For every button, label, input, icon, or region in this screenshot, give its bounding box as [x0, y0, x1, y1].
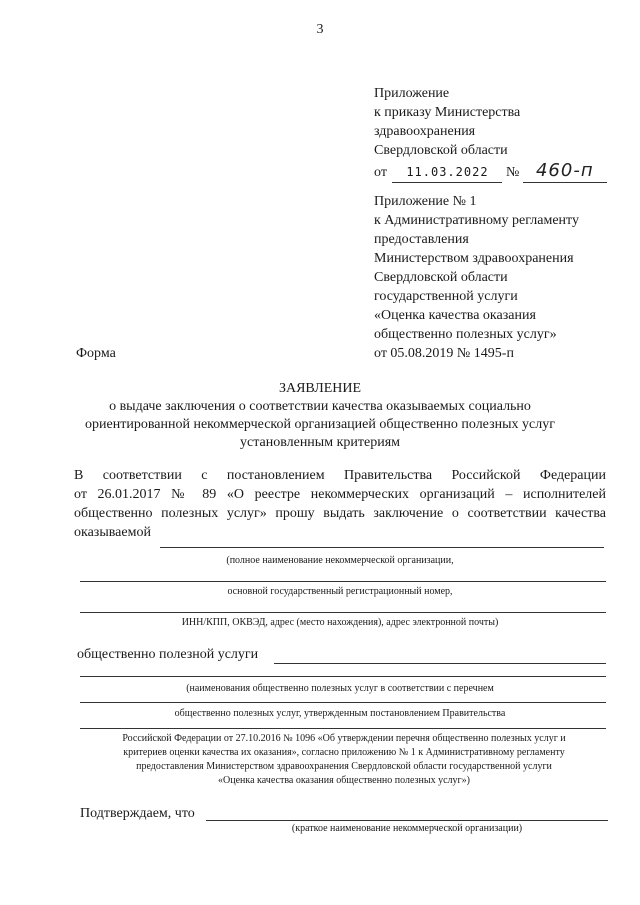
field-caption: общественно полезных услуг, утвержденным постановлением Правительства	[174, 708, 506, 719]
order-date: 11.03.2022	[406, 165, 489, 179]
title-line: ориентированной некоммерческой организацией общественно полезных услуг	[85, 417, 555, 432]
paragraph-line: критериев оценки качества их оказания», согласно приложению № 1 к Административному регламенту	[123, 747, 565, 758]
intro-line: В соответствии с постановлением Правительства Российской Федерации	[74, 468, 606, 483]
order-appendix-line: Приложение	[374, 86, 450, 101]
paragraph-line: предоставления Министерством здравоохранения Свердловской области государственной услуги	[136, 761, 552, 772]
intro-paragraph	[74, 466, 606, 542]
order-date-field	[392, 163, 502, 183]
field-caption: (краткое наименование некоммерческой организации)	[291, 823, 523, 834]
confirm-fill-line	[206, 820, 608, 821]
date-prefix: от	[374, 165, 387, 180]
regulation-appendix-line: общественно полезных услуг»	[374, 327, 557, 342]
regulation-appendix-line: государственной услуги	[374, 289, 518, 304]
title-heading: ЗАЯВЛЕНИЕ	[278, 381, 362, 396]
order-appendix	[374, 84, 607, 183]
number-prefix: №	[505, 165, 520, 180]
org-name-fill-line	[160, 547, 604, 548]
title-line: установленным критериям	[239, 435, 400, 450]
field-caption: основной государственный регистрационный номер,	[227, 586, 453, 597]
intro-line: общественно полезных услуг» прошу выдать заключение о соответствии качества	[74, 506, 606, 521]
field-caption: ИНН/КПП, ОКВЭД, адрес (место нахождения), адрес электронной почты)	[181, 617, 499, 628]
regulation-appendix-line: «Оценка качества оказания	[374, 308, 536, 323]
service-fill-line-4	[80, 728, 606, 729]
service-label: общественно полезной услуги	[77, 647, 259, 662]
regulation-appendix-line: Министерством здравоохранения	[374, 251, 574, 266]
field-caption: (полное наименование некоммерческой организации,	[226, 555, 454, 566]
regulation-appendix-line: предоставления	[374, 232, 469, 247]
order-appendix-line: к приказу Министерства	[374, 105, 521, 120]
paragraph-line: «Оценка качества оказания общественно полезных услуг»)	[218, 775, 470, 786]
order-number-handwritten: 460-п	[535, 160, 594, 181]
form-label: Форма	[76, 346, 116, 361]
ogrn-fill-line	[80, 581, 606, 582]
service-fill-line	[274, 663, 606, 664]
regulation-appendix-line: Свердловской области	[374, 270, 508, 285]
confirm-label: Подтверждаем, что	[80, 806, 195, 821]
order-number-field	[523, 161, 607, 183]
order-appendix-line: здравоохранения	[374, 124, 476, 139]
intro-line: от 26.01.2017 № 89 «О реестре некоммерческих организаций – исполнителей	[74, 487, 606, 502]
order-appendix-line: Свердловской области	[374, 143, 508, 158]
intro-line: оказываемой	[74, 525, 151, 540]
service-fill-line-3	[80, 702, 606, 703]
document-title	[0, 380, 640, 452]
field-caption: (наименования общественно полезных услуг в соответствии с перечнем	[186, 683, 494, 694]
page-number: 3	[316, 22, 324, 37]
regulation-appendix-line: к Административному регламенту	[374, 213, 579, 228]
service-paragraph	[74, 732, 614, 788]
order-date-number-line	[374, 161, 607, 183]
service-fill-line-2	[80, 676, 606, 677]
regulation-appendix-line: Приложение № 1	[374, 194, 477, 209]
title-line: о выдаче заключения о соответствии качества оказываемых социально	[109, 399, 531, 414]
regulation-appendix-line: от 05.08.2019 № 1495-п	[374, 346, 514, 361]
inn-fill-line	[80, 612, 606, 613]
paragraph-line: Российской Федерации от 27.10.2016 № 1096 «Об утверждении перечня общественно полезных услуг и	[122, 733, 566, 744]
regulation-appendix	[374, 192, 579, 363]
